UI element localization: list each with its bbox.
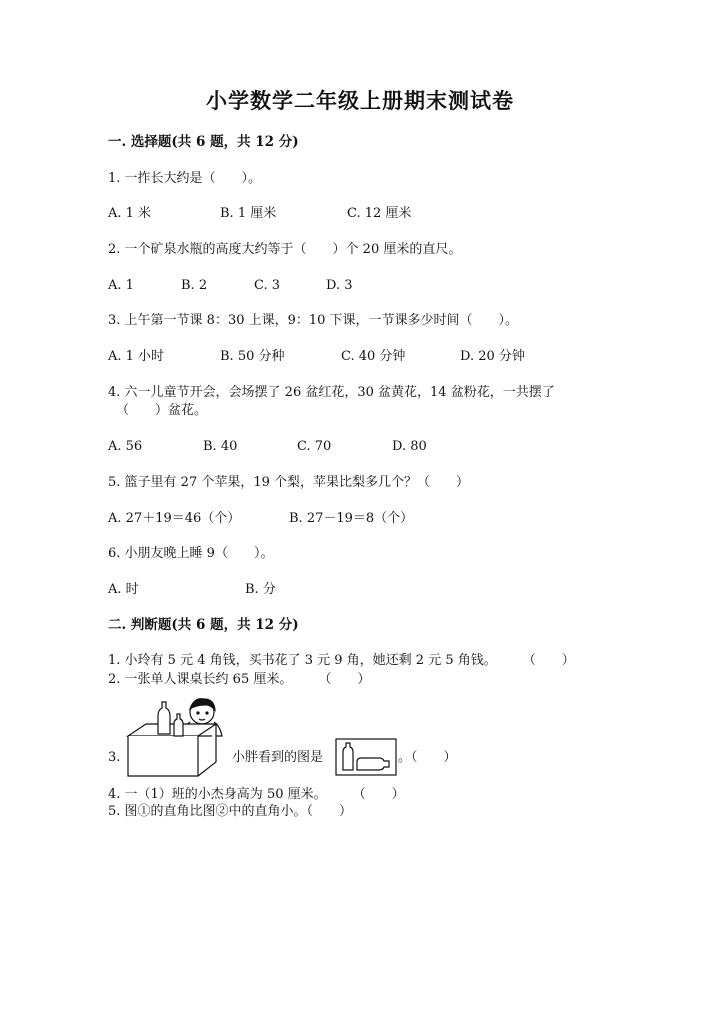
question-5: 5. 篮子里有 27 个苹果，19 个梨，苹果比梨多几个？（ ） xyxy=(108,475,470,490)
question-6: 6. 小朋友晚上睡 9（ ）。 xyxy=(108,546,274,561)
q3-option-d: D. 20 分钟 xyxy=(460,349,525,364)
q4-option-c: C. 70 xyxy=(297,439,332,454)
q5-option-b: B. 27－19＝8（个） xyxy=(289,511,414,526)
q1-option-a: A. 1 米 xyxy=(108,206,152,221)
q6-option-b: B. 分 xyxy=(245,582,276,597)
q1-option-b: B. 1 厘米 xyxy=(220,206,277,221)
question-2: 2. 一个矿泉水瓶的高度大约等于（ ）个 20 厘米的直尺。 xyxy=(108,242,462,257)
judge-item-4: 4. 一（1）班的小杰身高为 50 厘米。 （ ） xyxy=(108,787,405,802)
q4-option-b: B. 40 xyxy=(203,439,238,454)
q2-option-a: A. 1 xyxy=(108,278,134,293)
judge-item-3-text: 小胖看到的图是 xyxy=(232,750,324,765)
desk-bottles-boy-figure xyxy=(124,692,236,782)
q3-option-c: C. 40 分钟 xyxy=(341,349,406,364)
q3-option-a: A. 1 小时 xyxy=(108,349,165,364)
judge-item-2: 2. 一张单人课桌长约 65 厘米。 （ ） xyxy=(108,672,371,687)
q2-option-c: C. 3 xyxy=(254,278,281,293)
q3-option-b: B. 50 分种 xyxy=(220,349,285,364)
judge-item-3-number: 3. xyxy=(108,750,121,765)
q1-option-c: C. 12 厘米 xyxy=(347,206,412,221)
section1-heading: 一. 选择题(共 6 题，共 12 分) xyxy=(108,134,299,150)
desk xyxy=(128,724,216,776)
q5-option-a: A. 27＋19＝46（个） xyxy=(108,511,241,526)
judge-item-3-tail: 。（ ） xyxy=(398,750,457,765)
q4-option-d: D. 80 xyxy=(392,439,427,454)
bottles-view-box-figure xyxy=(335,738,397,776)
judge-item-5: 5. 图①的直角比图②中的直角小。（ ） xyxy=(108,804,353,819)
question-1: 1. 一拃长大约是（ ）。 xyxy=(108,171,262,186)
bottles xyxy=(158,702,183,736)
q4-option-a: A. 56 xyxy=(108,439,143,454)
page-title: 小学数学二年级上册期末测试卷 xyxy=(206,88,514,113)
judge-item-1: 1. 小玲有 5 元 4 角钱，买书花了 3 元 9 角，她还剩 2 元 5 角钱。 （ ） xyxy=(108,653,575,668)
q6-option-a: A. 时 xyxy=(108,582,139,597)
question-4-continued: （ ）盆花。 xyxy=(116,403,208,418)
q2-option-d: D. 3 xyxy=(326,278,353,293)
q2-option-b: B. 2 xyxy=(181,278,208,293)
section2-heading: 二. 判断题(共 6 题，共 12 分) xyxy=(108,617,299,633)
question-3: 3. 上午第一节课 8：30 上课，9：10 下课，一节课多少时间（ ）。 xyxy=(108,313,519,328)
question-4: 4. 六一儿童节开会，会场摆了 26 盆红花，30 盆黄花，14 盆粉花，一共摆了 xyxy=(108,385,555,400)
